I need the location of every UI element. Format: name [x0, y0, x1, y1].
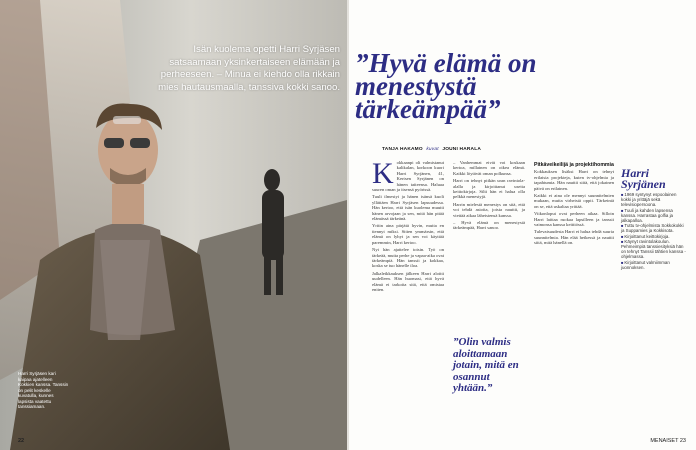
paragraph: Jalkaleikkauksen jälkeen Harri aloitti uudelleen. Hän huomasi, että hyvä elämä ei tarkoita sitä, että omistaa eniten.	[372, 270, 444, 292]
paragraph: Kaikki ei aina ole mennyt suunnitelmien mukaan, mutta virheistä oppii. Tärkeintä on se, että uskaltaa yrittää.	[534, 193, 614, 209]
section-heading: Pitkäveikeilijä ja projektihommia	[534, 162, 614, 168]
byline-photo-label: kuvat	[426, 147, 439, 152]
page-number-left: 22	[18, 438, 25, 444]
fact-item: ■ Kirjoittanut keittokirjoja.	[621, 234, 687, 239]
photo-caption: Harri Syrjäsen kari kaipaa ajatelleen Kokkien kanssa. Tanssin on pelit keskelle kuvatulla, kunnes lapsista vaatettu tanssiamaan.	[18, 371, 69, 409]
paragraph: Tulevaisuudesta Harri ei halua tehdä suuria suunnitelmia. Hän elää hetkessä ja nauttii siitä, mitä hänellä on.	[534, 229, 614, 246]
article-column-2	[453, 160, 525, 233]
article-column-3	[534, 160, 614, 248]
headline: ”Hyvä elämä on menestystä tärkeämpää”	[355, 48, 537, 124]
page-footer: MENAISET 23	[650, 438, 686, 444]
paragraph: – Vanhemmat eivät voi koskaan kertoa, millainen on oikea elämä. Kaikki löytävät oman polkunsa.	[453, 160, 525, 176]
paragraph: – Hyvä elämä on menestystä tärkeämpää, Harri sanoo.	[453, 220, 525, 231]
article-column-1	[372, 157, 444, 294]
fact-item: ■ Tuttu tv-ohjelmista Sokkokokki ja Suppamies ja Kokkisota.	[621, 223, 687, 233]
paragraph: Harrin mielestä menestys on sitä, että voi tehdä asioita, joista nauttii, ja viettää aikaa läheistensä kanssa.	[453, 201, 525, 218]
paragraph: Harri on tehnyt pitkän uran ravintola-alalla ja kirjoittanut useita keittokirjoja. Silti hän ei halua olla pelkkä menestyjä.	[453, 178, 525, 200]
intro-text: Isän kuolema opetti Harri Syrjäsen satsaamaan yksinkertaiseen elämään ja perheeseen. – Minua ei kiehdo olla rikkain mies hautausmaalla, tanssiva kokki sanoo.	[158, 44, 340, 93]
paragraph: okkaanpi oli valmistanut kalikalan, korkoon kuori Harri Syrjänen, 41, Kertsen Syrjänen on hänen taiteensa. Haluaa suuren oman ja itsensä pyörissä.	[372, 160, 444, 193]
fact-item: ■ Tuuli ja kahden lapsensa kanssa. Harrastaa golfia ja jalkapalloa.	[621, 208, 687, 224]
drop-cap: K	[372, 157, 394, 190]
paragraph: Yritin aina pärjätä hyvin, mutta en tiennyt miksi. Sitten ymmärsin, että elämä on lyhyt ja sen voi käyttää paremmin, Harri kertoo.	[372, 223, 444, 245]
paragraph: Tuuli ilmestyi ja hänen isänsä kuoli yllättäen Harri Syrjäsen lapsuudessa. Hän kertoo, että isän kuolema muutti hänen arvojaan ja sen, mitä hän pitää elämässä tärkeänä.	[372, 194, 444, 222]
byline-author: TANJA HAKAMO	[382, 147, 423, 152]
fact-box-title: Harri Syrjänen	[621, 166, 666, 191]
byline-photographer: JOUNI HARALA	[442, 147, 481, 152]
pull-quote: ”Olin valmis aloittamaan jotain, mitä en osannut yhtään.”	[453, 336, 519, 394]
paragraph: Viikonloput ovat perheen aikaa. Silloin Harri laittaa ruokaa lapsilleen ja tanssii vaimonsa kanssa keittiössä.	[534, 211, 614, 228]
paragraph: Kokkauksen lisäksi Harri on tehnyt erilaisia projekteja, kuten tv-ohjelmia ja tapahtumia. Hän nauttii siitä, että jokainen päivä on erilainen.	[534, 169, 614, 191]
fact-item: ■ Kirjoittanut valmiimman juonnoksen.	[621, 260, 687, 270]
byline	[382, 147, 481, 152]
portrait-photo	[0, 0, 347, 450]
fact-item: ■ 1969 syntynyt espoolainen kokki ja yrittäjä sekä televisiopersoona.	[621, 192, 687, 208]
fact-box	[621, 168, 687, 270]
fact-list	[621, 192, 687, 270]
paragraph: Nyt hän ajattelee toisin. Työ on tärkeää, mutta perhe ja vapaa-aika ovat tärkeämpiä. Hän tanssii ja kokkaa, koska se tuo hänelle iloa.	[372, 247, 444, 269]
fact-item: ■ Käynyt ravintolakoulun. Pehmeimpiä tanssiesityksiä hän on tehnyt Tanssii tähtien kanssa -ohjelmassa.	[621, 239, 687, 260]
